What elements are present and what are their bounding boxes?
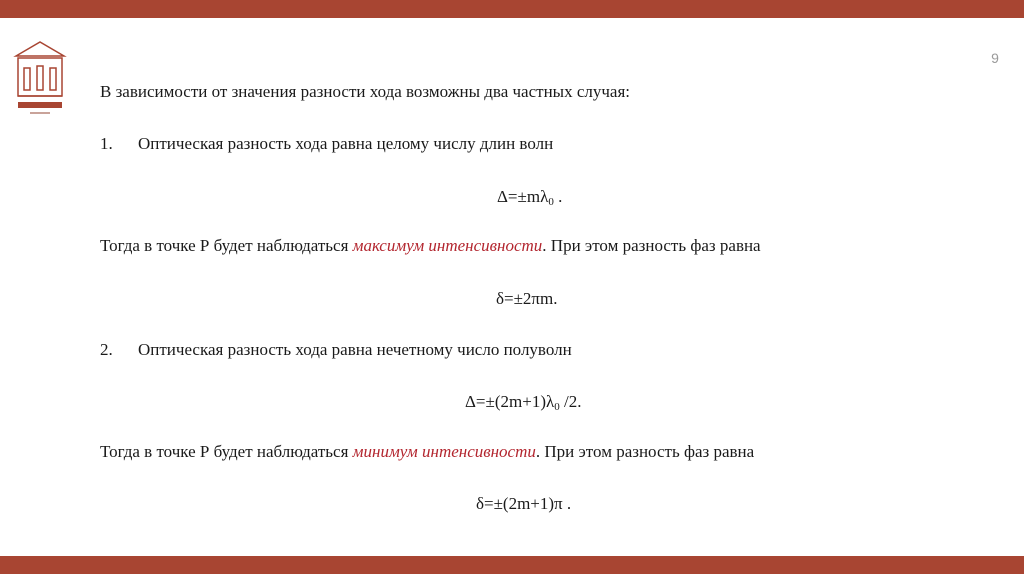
case-1-formula-main: Δ=±mλ <box>497 187 549 206</box>
case-2-number: 2. <box>100 340 113 359</box>
case-2-consequence <box>100 442 754 462</box>
intro-text: В зависимости от значения разности хода возможны два частных случая: <box>100 82 631 101</box>
page-number: 9 <box>991 50 999 66</box>
case-1-consequence-post: . При этом разность фаз равна <box>542 236 761 255</box>
case-1-formula-subscript: 0 <box>548 196 554 208</box>
case-2-highlight: минимум интенсивности <box>352 442 536 461</box>
case-2-text: Оптическая разность хода равна нечетному число полуволн <box>138 340 572 359</box>
case-2-formula-tail: /2. <box>559 392 582 411</box>
case-1-phase: δ=±2πm. <box>496 289 558 308</box>
case-2-formula-main: Δ=±(2m+1)λ <box>465 392 555 411</box>
case-1-formula <box>497 187 562 207</box>
bottom-accent-bar <box>0 556 1024 574</box>
case-1-heading <box>100 134 553 154</box>
case-2-formula <box>465 392 581 412</box>
case-2-formula-subscript: 0 <box>554 401 560 413</box>
case-2-consequence-post: . При этом разность фаз равна <box>535 442 755 461</box>
top-accent-bar <box>0 0 1024 18</box>
case-2-heading <box>100 340 572 360</box>
case-1-consequence-pre: Тогда в точке Р будет наблюдаться <box>100 236 353 255</box>
case-1-formula-tail: . <box>553 187 563 206</box>
case-2-phase: δ=±(2m+1)π . <box>476 494 572 513</box>
case-1-number: 1. <box>100 134 113 153</box>
university-logo-icon <box>12 38 68 122</box>
case-1-highlight: максимум интенсивности <box>352 236 543 255</box>
case-2-consequence-pre: Тогда в точке Р будет наблюдаться <box>100 442 353 461</box>
case-1-text: Оптическая разность хода равна целому числу длин волн <box>138 134 554 153</box>
case-1-consequence <box>100 236 761 256</box>
